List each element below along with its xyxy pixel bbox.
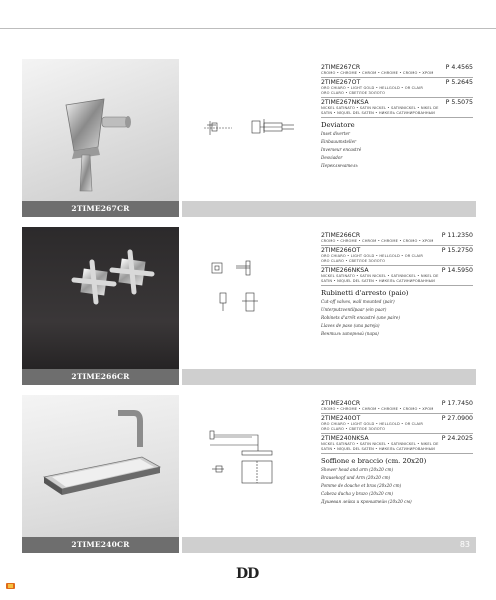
variant-price: P 24.2025 (441, 435, 473, 442)
finish-text: NICKEL SATINATO • SATIN NICKEL • SATINNICKEL • NIKEL DE (321, 106, 439, 110)
section-footer-bar (182, 369, 476, 385)
product-info (321, 399, 473, 506)
product-info (321, 231, 473, 338)
finish-text: ORO CLARO • СВЕТЛОЕ ЗОЛОТО (321, 427, 386, 431)
variant-price: P 4.4565 (445, 64, 473, 71)
description-line: Переключатель (321, 163, 358, 168)
finish-text: SATIN • NÍQUEL DEL SATÉN • НИКЕЛЬ САТИНИРОВАННЫЙ (321, 447, 435, 451)
finish-text: NICKEL SATINATO • SATIN NICKEL • SATINNICKEL • NIKEL DE (321, 274, 439, 278)
variant-code: 2TIME267NKSA (321, 99, 369, 106)
finish-text: ORO CLARO • СВЕТЛОЕ ЗОЛОТО (321, 259, 386, 263)
variant-code: 2TIME240OT (321, 415, 361, 422)
finish-text: ORO CHIARO • LIGHT GOLD • HELLGOLD • OR CLAIR (321, 422, 424, 426)
description-line: Cut-off valves, wall mounted (pair) (321, 299, 395, 304)
description-line: Llaves de paso (una pareja) (321, 323, 380, 328)
technical-drawing (202, 237, 312, 327)
product-info (321, 63, 473, 170)
description-line: Pomme de douche et bras (20x20 cm) (321, 483, 402, 488)
finish-text: CROMO • CHROME • CHROM • CHROME • CROMO • ХРОМ (321, 71, 434, 75)
description-line: Unterputzventilpaar (ein paar) (321, 307, 387, 312)
row-divider (321, 117, 473, 118)
diverter-image (22, 59, 179, 201)
valves-image (22, 227, 179, 369)
row-divider (321, 265, 473, 266)
variant-price: P 5.5075 (445, 99, 473, 106)
price-row (321, 247, 473, 254)
row-divider (321, 97, 473, 98)
section-footer-bar (182, 537, 476, 553)
variant-price: P 27.0900 (441, 415, 473, 422)
shower-head-image (22, 395, 179, 537)
finish-text: ORO CHIARO • LIGHT GOLD • HELLGOLD • OR CLAIR (321, 86, 424, 90)
page-number: 83 (459, 540, 470, 549)
price-row (321, 400, 473, 407)
finish-text: ORO CLARO • СВЕТЛОЕ ЗОЛОТО (321, 91, 386, 95)
finish-text: CROMO • CHROME • CHROM • CHROME • CROMO • ХРОМ (321, 407, 434, 411)
product-photo (22, 395, 179, 553)
product-title: Rubinetti d'arresto (paio) (321, 289, 409, 297)
badge-icon (5, 581, 16, 591)
product-photo (22, 227, 179, 385)
variant-code: 2TIME266OT (321, 247, 361, 254)
product-section-1 (22, 59, 476, 217)
product-section-3 (22, 395, 476, 553)
technical-drawing (202, 411, 312, 501)
section-footer-bar (182, 201, 476, 217)
technical-drawing (202, 79, 312, 169)
product-code-label: 2TIME267CR (71, 204, 130, 213)
description-line: Desviador (321, 155, 343, 160)
description-line: Shower head and arm (20x20 cm) (321, 467, 394, 472)
row-divider (321, 433, 473, 434)
variant-code: 2TIME266NKSA (321, 267, 369, 274)
row-divider (321, 245, 473, 246)
row-divider (321, 285, 473, 286)
price-row (321, 99, 473, 106)
variant-price: P 14.5950 (441, 267, 473, 274)
variant-code: 2TIME266CR (321, 232, 361, 239)
variant-price: P 11.2350 (441, 232, 473, 239)
top-rule (0, 28, 496, 29)
product-section-2 (22, 227, 476, 385)
price-row (321, 415, 473, 422)
description-line: Душевая лейка и кронштейн (20x20 см) (321, 499, 412, 504)
description-line: Inverseur encastré (321, 147, 362, 152)
description-line: Cabeza ducha y brazo (20x20 cm) (321, 491, 394, 496)
price-row (321, 64, 473, 71)
finish-text: NICKEL SATINATO • SATIN NICKEL • SATINNICKEL • NIKEL DE (321, 442, 439, 446)
description-line: Robinets d'arrêt encastré (une paire) (321, 315, 400, 320)
description-line: Einbauumsteller (321, 139, 357, 144)
finish-text: ORO CHIARO • LIGHT GOLD • HELLGOLD • OR CLAIR (321, 254, 424, 258)
product-title: Deviatore (321, 121, 355, 129)
variant-code: 2TIME240NKSA (321, 435, 369, 442)
variant-price: P 15.2750 (441, 247, 473, 254)
variant-code: 2TIME267OT (321, 79, 361, 86)
variant-price: P 5.2645 (445, 79, 473, 86)
product-code-label: 2TIME266CR (71, 372, 130, 381)
description-line: Вентиль запорный (пара) (321, 331, 379, 336)
price-row (321, 79, 473, 86)
finish-text: CROMO • CHROME • CHROM • CHROME • CROMO • ХРОМ (321, 239, 434, 243)
price-row (321, 435, 473, 442)
row-divider (321, 453, 473, 454)
variant-code: 2TIME267CR (321, 64, 361, 71)
product-code-label: 2TIME240CR (71, 540, 130, 549)
description-line: Brausekopf und Arm (20x20 cm) (321, 475, 391, 480)
price-row (321, 232, 473, 239)
variant-price: P 17.7450 (441, 400, 473, 407)
variant-code: 2TIME240CR (321, 400, 361, 407)
price-row (321, 267, 473, 274)
brand-logo: DD (236, 566, 259, 582)
description-line: Inset diverter (321, 131, 351, 136)
finish-text: SATIN • NÍQUEL DEL SATÉN • НИКЕЛЬ САТИНИРОВАННЫЙ (321, 111, 435, 115)
product-title: Soffione e braccio (cm. 20x20) (321, 457, 427, 465)
product-photo (22, 59, 179, 217)
row-divider (321, 413, 473, 414)
row-divider (321, 77, 473, 78)
finish-text: SATIN • NÍQUEL DEL SATÉN • НИКЕЛЬ САТИНИРОВАННЫЙ (321, 279, 435, 283)
